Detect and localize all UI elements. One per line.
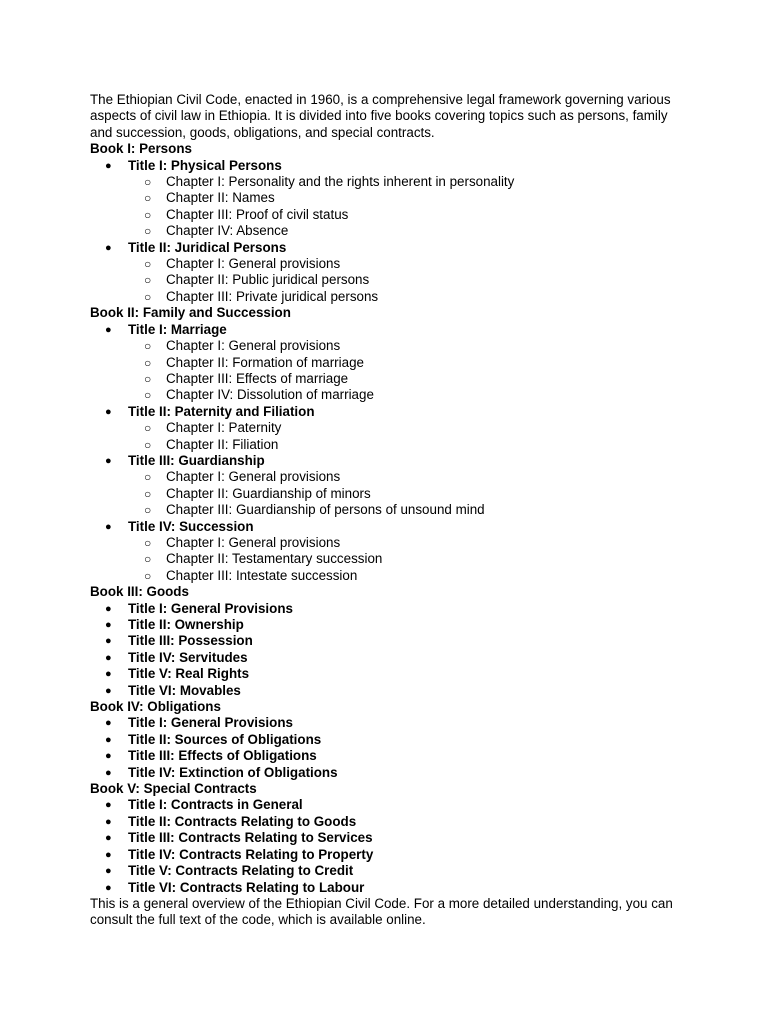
title-item <box>90 617 690 633</box>
title-item <box>90 715 690 731</box>
circle-bullet-icon: ○ <box>144 257 152 272</box>
title-item <box>90 519 690 535</box>
chapter-item <box>90 355 690 371</box>
chapter-label: Chapter IV: Absence <box>166 223 289 239</box>
circle-bullet-icon: ○ <box>144 355 152 370</box>
chapter-item <box>90 371 690 387</box>
book-heading: Book II: Family and Succession <box>90 305 291 321</box>
chapter-item <box>90 535 690 551</box>
title-list <box>90 797 690 895</box>
chapter-label: Chapter IV: Dissolution of marriage <box>166 387 374 403</box>
outro-paragraph: This is a general overview of the Ethiopian Civil Code. For a more detailed understanding, you can consult the full text of the code, which is available online. <box>90 895 673 928</box>
title-item <box>90 633 690 649</box>
title-label: Title V: Contracts Relating to Credit <box>128 863 354 879</box>
title-label: Title IV: Servitudes <box>128 649 248 665</box>
bullet-icon: ● <box>105 865 112 878</box>
chapter-item <box>90 486 690 502</box>
chapter-label: Chapter I: General provisions <box>166 469 341 485</box>
chapter-label: Chapter III: Proof of civil status <box>166 206 349 222</box>
circle-bullet-icon: ○ <box>144 191 152 206</box>
bullet-icon: ● <box>105 750 112 763</box>
title-item <box>90 683 690 699</box>
chapter-item <box>90 502 690 518</box>
title-item <box>90 404 690 420</box>
bullet-icon: ● <box>105 454 112 467</box>
bullet-icon: ● <box>105 766 112 779</box>
chapter-item <box>90 272 690 288</box>
chapter-item <box>90 551 690 567</box>
bullet-icon: ● <box>105 717 112 730</box>
bullet-icon: ● <box>105 815 112 828</box>
title-label: Title II: Contracts Relating to Goods <box>128 813 357 829</box>
chapter-item <box>90 568 690 584</box>
circle-bullet-icon: ○ <box>144 470 152 485</box>
title-item <box>90 601 690 617</box>
chapter-label: Chapter III: Intestate succession <box>166 567 358 583</box>
circle-bullet-icon: ○ <box>144 437 152 452</box>
circle-bullet-icon: ○ <box>144 388 152 403</box>
title-item <box>90 814 690 830</box>
books-outline <box>90 141 690 896</box>
title-label: Title IV: Contracts Relating to Property <box>128 846 374 862</box>
chapter-label: Chapter II: Public juridical persons <box>166 272 370 288</box>
chapter-label: Chapter II: Filiation <box>166 436 279 452</box>
chapter-item <box>90 420 690 436</box>
circle-bullet-icon: ○ <box>144 552 152 567</box>
bullet-icon: ● <box>105 848 112 861</box>
chapter-label: Chapter III: Effects of marriage <box>166 370 349 386</box>
title-item <box>90 880 690 896</box>
circle-bullet-icon: ○ <box>144 535 152 550</box>
title-label: Title III: Contracts Relating to Services <box>128 830 373 846</box>
title-list <box>90 601 690 699</box>
title-label: Title I: Marriage <box>128 321 227 337</box>
circle-bullet-icon: ○ <box>144 371 152 386</box>
chapter-label: Chapter II: Formation of marriage <box>166 354 364 370</box>
chapter-item <box>90 338 690 354</box>
chapter-label: Chapter II: Guardianship of minors <box>166 485 371 501</box>
circle-bullet-icon: ○ <box>144 224 152 239</box>
bullet-icon: ● <box>105 619 112 631</box>
title-label: Title VI: Movables <box>128 682 241 698</box>
title-item <box>90 322 690 338</box>
chapter-item <box>90 174 690 190</box>
circle-bullet-icon: ○ <box>144 289 152 304</box>
title-item <box>90 666 690 682</box>
title-label: Title I: General Provisions <box>128 600 293 616</box>
chapter-label: Chapter I: General provisions <box>166 534 341 550</box>
title-label: Title IV: Extinction of Obligations <box>128 764 338 780</box>
title-item <box>90 732 690 748</box>
bullet-icon: ● <box>105 323 112 336</box>
bullet-icon: ● <box>105 241 112 254</box>
title-label: Title I: General Provisions <box>128 715 293 731</box>
title-label: Title I: Physical Persons <box>128 157 282 173</box>
title-item <box>90 748 690 764</box>
circle-bullet-icon: ○ <box>144 421 152 436</box>
chapter-item <box>90 387 690 403</box>
circle-bullet-icon: ○ <box>144 568 152 583</box>
chapter-label: Chapter I: Personality and the rights inherent in personality <box>166 174 515 190</box>
title-list <box>90 715 690 781</box>
title-label: Title I: Contracts in General <box>128 797 303 813</box>
chapter-item <box>90 190 690 206</box>
title-label: Title III: Guardianship <box>128 452 265 468</box>
title-label: Title II: Sources of Obligations <box>128 731 322 747</box>
book-heading: Book IV: Obligations <box>90 699 221 715</box>
title-label: Title III: Effects of Obligations <box>128 748 317 764</box>
title-label: Title II: Juridical Persons <box>128 239 287 255</box>
bullet-icon: ● <box>105 520 112 533</box>
title-item <box>90 797 690 813</box>
title-item <box>90 847 690 863</box>
chapter-item <box>90 469 690 485</box>
title-list <box>90 158 690 306</box>
chapter-label: Chapter I: Paternity <box>166 420 282 436</box>
title-item <box>90 650 690 666</box>
bullet-icon: ● <box>105 832 112 845</box>
book-heading: Book III: Goods <box>90 584 189 600</box>
bullet-icon: ● <box>105 602 112 615</box>
title-item <box>90 863 690 879</box>
title-list <box>90 322 690 585</box>
chapter-label: Chapter II: Names <box>166 190 275 206</box>
title-item <box>90 830 690 846</box>
chapter-item <box>90 223 690 239</box>
chapter-label: Chapter III: Private juridical persons <box>166 288 379 304</box>
bullet-icon: ● <box>105 651 112 664</box>
title-item <box>90 765 690 781</box>
bullet-icon: ● <box>105 405 112 418</box>
bullet-icon: ● <box>105 799 112 812</box>
title-label: Title VI: Contracts Relating to Labour <box>128 879 365 895</box>
circle-bullet-icon: ○ <box>144 486 152 501</box>
circle-bullet-icon: ○ <box>144 175 152 190</box>
title-label: Title IV: Succession <box>128 518 254 534</box>
bullet-icon: ● <box>105 668 112 681</box>
bullet-icon: ● <box>105 635 112 648</box>
chapter-item <box>90 256 690 272</box>
title-item <box>90 240 690 256</box>
chapter-item <box>90 289 690 305</box>
document-page <box>90 92 690 929</box>
bullet-icon: ● <box>105 881 112 894</box>
chapter-label: Chapter I: General provisions <box>166 338 341 354</box>
circle-bullet-icon: ○ <box>144 503 152 518</box>
chapter-label: Chapter III: Guardianship of persons of unsound mind <box>166 502 485 518</box>
bullet-icon: ● <box>105 684 112 697</box>
bullet-icon: ● <box>105 159 112 172</box>
book-heading: Book V: Special Contracts <box>90 781 257 797</box>
chapter-label: Chapter II: Testamentary succession <box>166 551 383 567</box>
chapter-item <box>90 437 690 453</box>
title-label: Title II: Paternity and Filiation <box>128 403 315 419</box>
circle-bullet-icon: ○ <box>144 339 152 354</box>
title-item <box>90 453 690 469</box>
title-label: Title II: Ownership <box>128 617 244 632</box>
chapter-item <box>90 207 690 223</box>
intro-paragraph: The Ethiopian Civil Code, enacted in 1960, is a comprehensive legal framework governing various aspects of civil law in Ethiopia. It is divided into five books covering topics such as persons, family and succession, goods, obligations, and special contracts. <box>90 92 671 140</box>
chapter-label: Chapter I: General provisions <box>166 256 341 272</box>
title-label: Title III: Possession <box>128 633 253 649</box>
bullet-icon: ● <box>105 733 112 746</box>
title-item <box>90 158 690 174</box>
title-label: Title V: Real Rights <box>128 666 250 682</box>
circle-bullet-icon: ○ <box>144 207 152 222</box>
book-heading: Book I: Persons <box>90 141 192 157</box>
circle-bullet-icon: ○ <box>144 273 152 288</box>
